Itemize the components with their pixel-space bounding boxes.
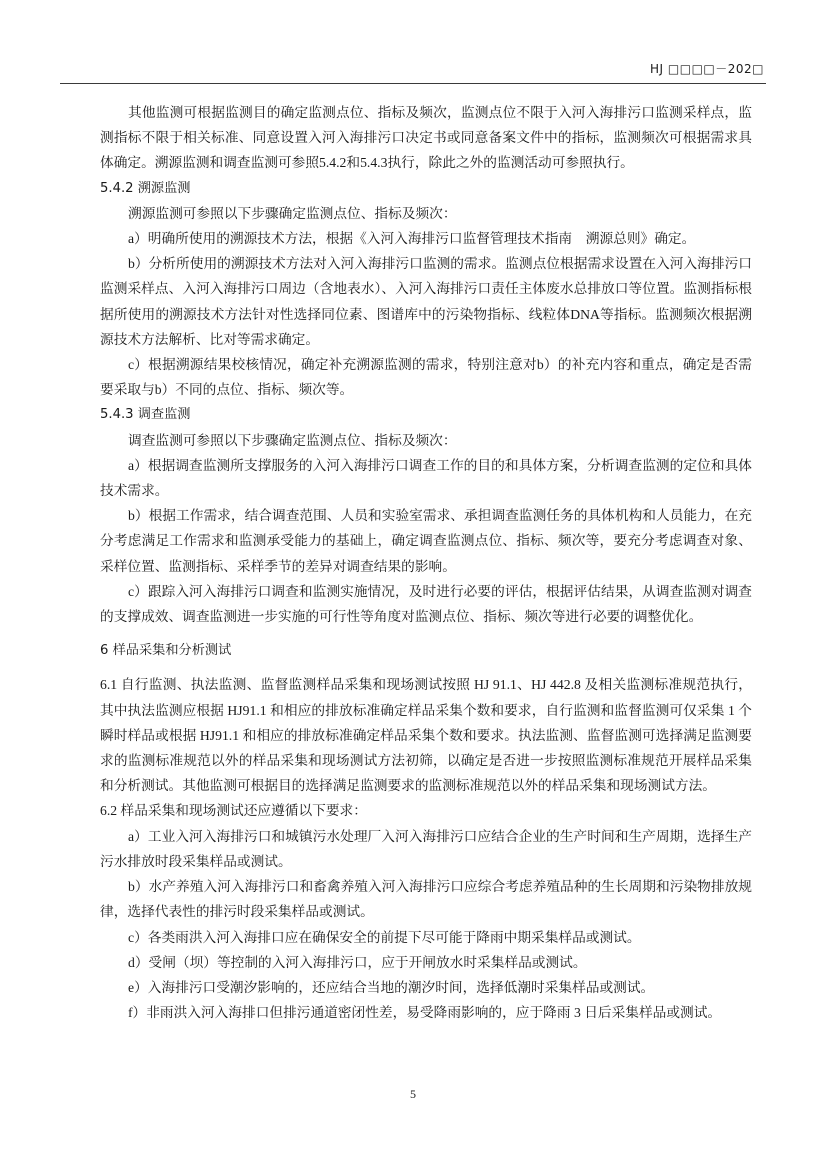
heading-5-4-2: 5.4.2 溯源监测 — [100, 180, 191, 196]
list-item-sampling-c: c）各类雨洪入河入海排口应在确保安全的前提下尽可能于降雨中期采集样品或测试。 — [128, 929, 641, 945]
list-item-tracing-c: c）根据溯源结果校核情况，确定补充溯源监测的需求，特别注意对b）的补充内容和重点，确定是否需要采取与b）不同的点位、指标、频次等。 — [100, 357, 752, 398]
paragraph-other-monitoring: 其他监测可根据监测目的确定监测点位、指标及频次，监测点位不限于入河入海排污口监测采样点，监测指标不限于相关标准、同意设置入河入海排污口决定书或同意备案文件中的指标，监测频次可根据需求具体确定。溯源监测和调查监测可参照5.4.2和5.4.3执行，除此之外的监测活动可参照执行。 — [100, 105, 752, 171]
list-item-survey-a: a）根据调查监测所支撑服务的入河入海排污口调查工作的目的和具体方案，分析调查监测的定位和具体技术需求。 — [100, 457, 752, 499]
clause-6-2: 6.2 样品采集和现场测试还应遵循以下要求： — [100, 803, 367, 819]
heading-section-6: 6 样品采集和分析测试 — [100, 643, 232, 659]
paragraph-tracing-intro: 溯源监测可参照以下步骤确定监测点位、指标及频次： — [128, 205, 457, 221]
paragraph-survey-intro: 调查监测可参照以下步骤确定监测点位、指标及频次： — [128, 432, 457, 448]
list-item-sampling-b: b）水产养殖入河入海排污口和畜禽养殖入河入海排污口应综合考虑养殖品种的生长周期和污染物排放规律，选择代表性的排污时段采集样品或测试。 — [100, 879, 752, 920]
list-item-survey-b: b）根据工作需求，结合调查范围、人员和实验室需求、承担调查监测任务的具体机构和人员能力，在充分考虑满足工作需求和监测承受能力的基础上，确定调查监测点位、指标、频次等，要充分考虑调查对象、采样位置、监测指标、采样季节的差异对调查结果的影响。 — [100, 508, 752, 574]
document-code: HJ □□□□－202□ — [650, 62, 764, 76]
list-item-survey-c: c）跟踪入河入海排污口调查和监测实施情况，及时进行必要的评估，根据评估结果，从调查监测对调查的支撑成效、调查监测进一步实施的可行性等角度对监测点位、指标、频次等进行必要的调整优化。 — [100, 583, 752, 625]
list-item-sampling-e: e）入海排污口受潮汐影响的，还应结合当地的潮汐时间，选择低潮时采集样品或测试。 — [128, 979, 655, 995]
heading-5-4-3: 5.4.3 调查监测 — [100, 407, 191, 423]
list-item-sampling-d: d）受闸（坝）等控制的入河入海排污口，应于开闸放水时采集样品或测试。 — [128, 954, 587, 970]
header-rule — [60, 83, 766, 84]
page-content — [100, 100, 752, 1025]
list-item-tracing-a: a）明确所使用的溯源技术方法，根据《入河入海排污口监督管理技术指南 溯源总则》确定。 — [128, 231, 696, 247]
list-item-sampling-a: a）工业入河入海排污口和城镇污水处理厂入河入海排污口应结合企业的生产时间和生产周期，选择生产污水排放时段采集样品或测试。 — [100, 828, 752, 869]
list-item-tracing-b: b）分析所使用的溯源技术方法对入河入海排污口监测的需求。监测点位根据需求设置在入河入海排污口监测采样点、入河入海排污口周边（含地表水）、入河入海排污口责任主体废水总排放口等位置。监测指标根据所使用的溯源技术方法针对性选择同位素、图谱库中的污染物指标、线粒体DNA等指标。监测频次根据溯源技术方法解析、比对等需求确定。 — [100, 256, 752, 347]
clause-6-1: 6.1 自行监测、执法监测、监督监测样品采集和现场测试按照 HJ 91.1、HJ 442.8 及相关监测标准规范执行，其中执法监测应根据 HJ91.1 和相应的排放标准确定样品采集个数和要求，自行监测和监督监测可仅采集 1 个瞬时样品或根据 HJ91.1 和相应的排放标准确定样品采集个数和要求。执法监测、监督监测可选择满足监测要求的监测标准规范以外的样品采集和现场测试方法初筛，以确定是否进一步按照监测标准规范开展样品采集和分析测试。其他监测可根据目的选择满足监测要求的监测标准规范以外的样品采集和现场测试方法。 — [100, 677, 752, 794]
list-item-sampling-f: f）非雨洪入河入海排口但排污通道密闭性差，易受降雨影响的，应于降雨 3 日后采集样品或测试。 — [128, 1005, 722, 1021]
page-number: 5 — [410, 1087, 416, 1101]
